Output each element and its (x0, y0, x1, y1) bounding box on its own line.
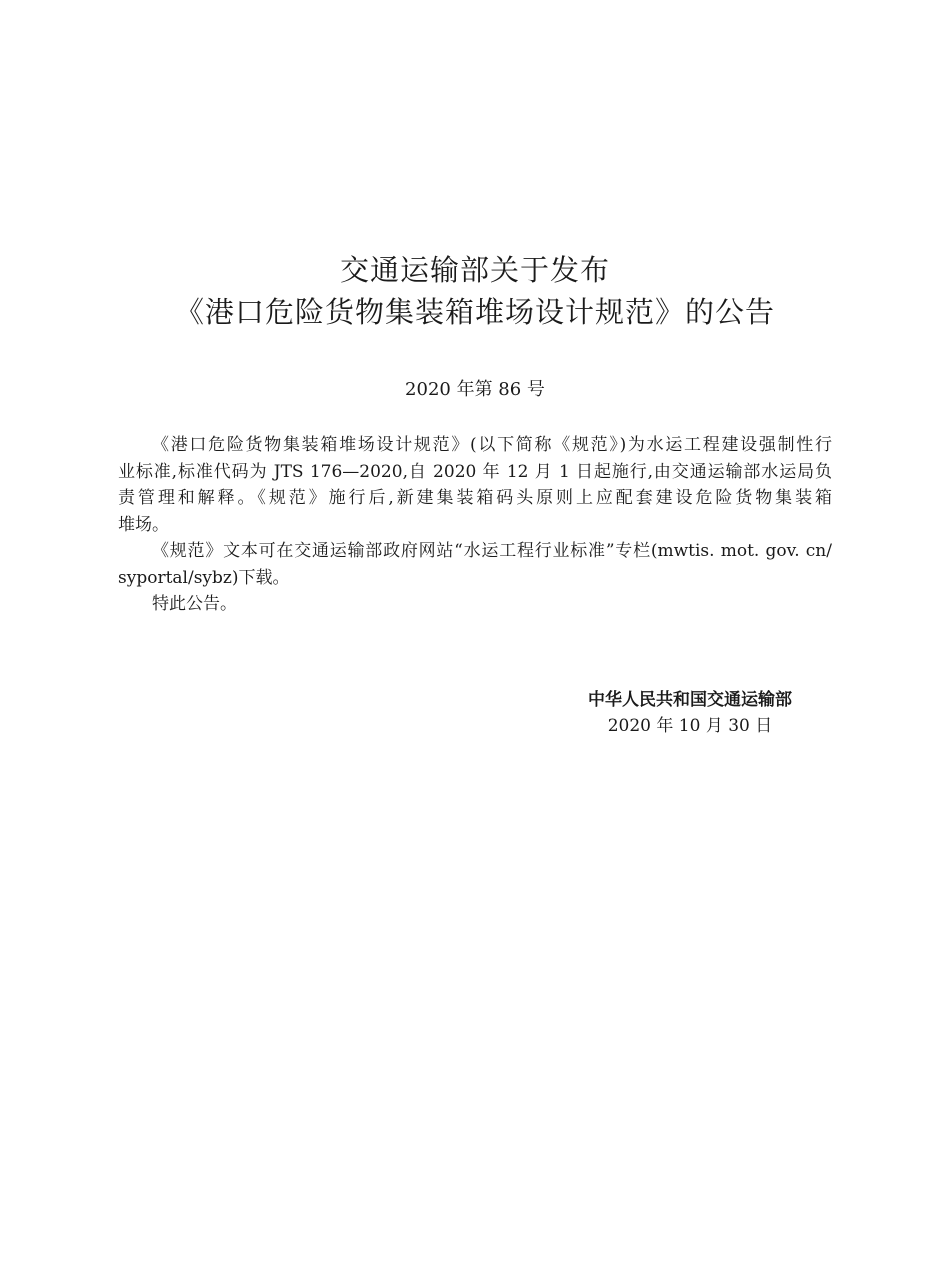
paragraph-2-line-1: 《规范》文本可在交通运输部政府网站“水运工程行业标准”专栏(mwtis. mot. gov. cn/ (152, 541, 832, 561)
paragraph-1-line-3: 责管理和解释。《规范》施行后,新建集装箱码头原则上应配套建设危险货物集装箱 (118, 488, 832, 508)
announcement-body (118, 432, 832, 618)
issue-date: 2020 年 10 月 30 日 (607, 716, 773, 736)
paragraph-1-line-1: 《港口危险货物集装箱堆场设计规范》(以下简称《规范》)为水运工程建设强制性行 (152, 435, 832, 455)
paragraph-2-line-2: syportal/sybz)下载。 (118, 567, 290, 588)
paragraph-1 (118, 432, 832, 538)
paragraph-3 (118, 591, 832, 618)
issuing-organization: 中华人民共和国交通运输部 (588, 690, 792, 710)
paragraph-1-line-4: 堆场。 (118, 514, 169, 535)
paragraph-3-line-1: 特此公告。 (152, 594, 237, 614)
paragraph-1-line-2: 业标准,标准代码为 JTS 176—2020,自 2020 年 12 月 1 日起施行,由交通运输部水运局负 (118, 461, 832, 482)
document-number: 2020 年第 86 号 (405, 379, 545, 400)
announcement-title-line-1: 交通运输部关于发布 (339, 253, 610, 287)
announcement-title-line-2: 《港口危险货物集装箱堆场设计规范》的公告 (174, 295, 775, 329)
paragraph-2 (118, 538, 832, 591)
